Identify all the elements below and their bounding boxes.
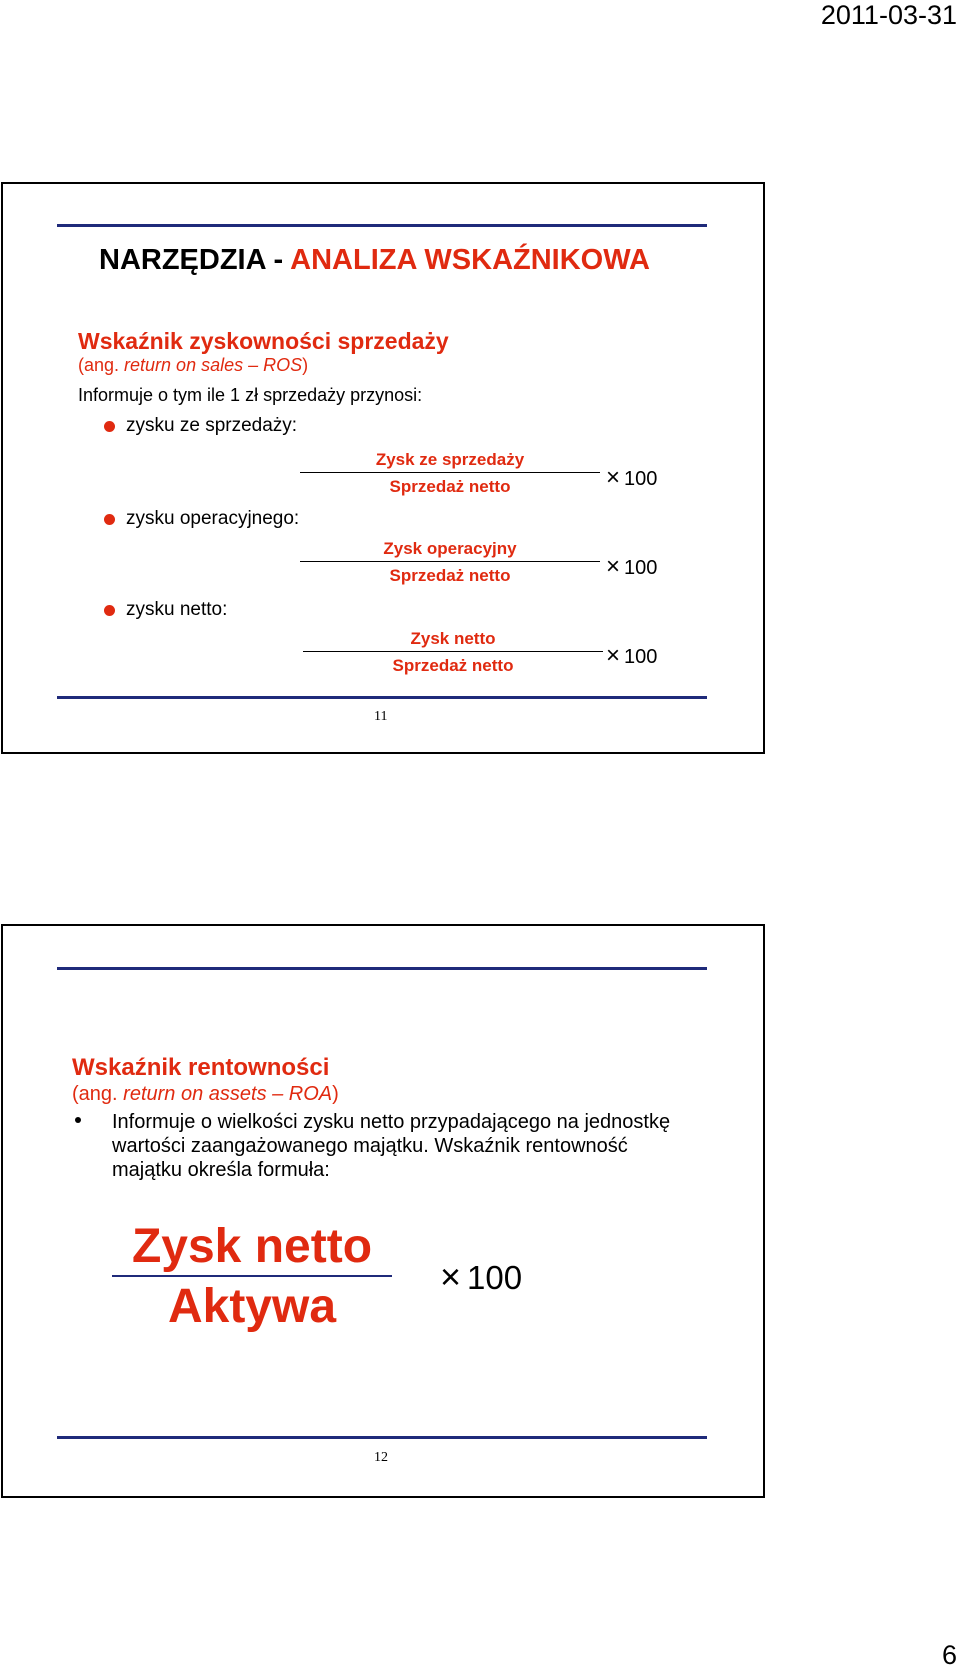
formula-multiplier: × 100 [606,642,658,669]
multiply-icon: × [606,642,621,669]
slide-12 [1,924,765,1498]
section-heading: Wskaźnik rentowności [72,1054,330,1081]
formula-multiplier: × 100 [606,464,658,491]
slide-bottom-rule [57,1436,707,1439]
bullet-icon [75,1117,81,1123]
english-term: (ang. return on sales – ROS) [78,355,309,375]
formula-denominator: Sprzedaż netto [389,477,511,496]
document-date: 2011-03-31 [820,0,957,30]
formula-multiplier: × 100 [440,1256,523,1297]
fraction-bar [300,472,600,473]
page-number: 6 [941,1640,957,1670]
formula-denominator: Aktywa [167,1280,337,1333]
fraction-bar [112,1275,392,1277]
bullet-icon [104,514,115,525]
formula-denominator: Sprzedaż netto [389,566,511,585]
slide-number: 12 [374,1450,388,1465]
formula-numerator: Zysk operacyjny [383,539,517,558]
english-term: (ang. return on assets – ROA) [72,1083,339,1105]
slide-title-prefix: NARZĘDZIA - [99,244,291,276]
slide-title [99,244,650,277]
item-label: zysku operacyjnego: [126,508,300,529]
formula-numerator: Zysk netto [131,1220,373,1273]
slide-number: 11 [374,709,388,724]
formula-denominator: Sprzedaż netto [392,656,514,675]
item-label: zysku netto: [126,599,228,620]
formula-multiplier: × 100 [606,553,658,580]
slide-top-rule [57,967,707,970]
slide-bottom-rule [57,696,707,699]
fraction-bar [300,561,600,562]
multiply-icon: × [606,464,621,491]
bullet-icon [104,605,115,616]
intro-text: Informuje o tym ile 1 zł sprzedaży przynosi: [78,385,423,405]
section-heading: Wskaźnik zyskowności sprzedaży [78,328,449,354]
formula-numerator: Zysk ze sprzedaży [375,450,525,469]
description-paragraph: Informuje o wielkości zysku netto przypadającego na jednostkę wartości zaangażowanego majątku. Wskaźnik rentowność majątku określa formuła: [112,1111,671,1181]
multiply-icon: × [606,553,621,580]
slide-top-rule [57,224,707,227]
fraction-bar [303,651,603,652]
formula-numerator: Zysk netto [410,629,496,648]
bullet-icon [104,421,115,432]
multiply-icon: × [440,1256,462,1297]
item-label: zysku ze sprzedaży: [126,415,298,436]
slide-title-highlight: ANALIZA WSKAŹNIKOWA [290,244,650,276]
